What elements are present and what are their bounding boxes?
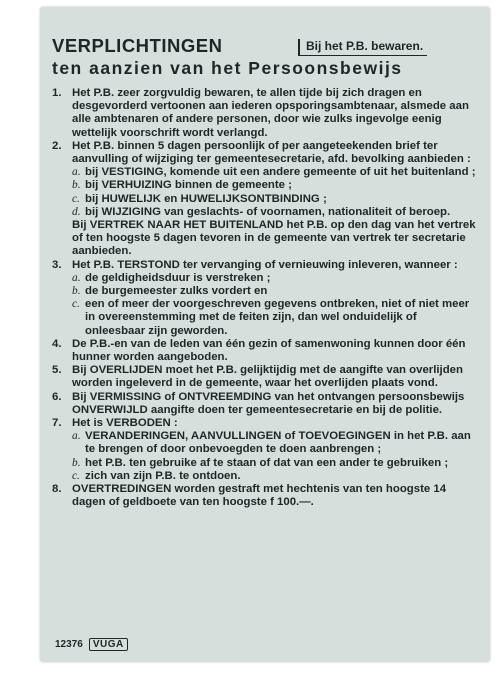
- item-number: 6.: [52, 390, 62, 403]
- sub-item-letter: d.: [72, 205, 81, 218]
- document-sheet: [40, 7, 490, 662]
- sub-item: [72, 430, 478, 456]
- sub-item-letter: b.: [72, 179, 81, 192]
- sub-item: [72, 193, 478, 206]
- item-body: [72, 140, 478, 219]
- item-number: 8.: [52, 483, 62, 496]
- vuga-logo: VUGA: [89, 638, 128, 651]
- item-text: Bij VERMISSING of ONTVREEMDING van het ontvangen persoonsbewijs ONVERWIJLD aangifte doen ter gemeentesecretarie en bij de politie.: [72, 390, 465, 416]
- list-item: [52, 140, 478, 219]
- sub-item-letter: b.: [72, 456, 81, 469]
- item-body: [72, 259, 478, 338]
- item-body: [72, 87, 478, 140]
- item-body: [72, 338, 478, 364]
- sub-item: [72, 457, 478, 470]
- item-number: 7.: [52, 417, 62, 430]
- list-item: [52, 364, 478, 390]
- item-text: OVERTREDINGEN worden gestraft met hechtenis van ten hoogste 14 dagen of geldboete van ten hoogste f 100.—.: [72, 483, 447, 509]
- item-text: Het P.B. binnen 5 dagen persoonlijk of per aangeteekenden brief ter aanvulling of wijziging ter gemeentesecretarie, afd. bevolking aanbieden :: [72, 139, 471, 166]
- document-content: [52, 35, 478, 510]
- item-text: Het P.B. TERSTOND ter vervanging of vernieuwing inleveren, wanneer :: [72, 258, 458, 271]
- sub-item-letter: c.: [72, 469, 80, 482]
- item-number: 4.: [52, 337, 62, 350]
- footer: [55, 638, 128, 651]
- list-item: [52, 391, 478, 417]
- list-item: [52, 259, 478, 338]
- sub-item-letter: a.: [72, 271, 81, 284]
- item-body: [72, 391, 478, 417]
- keep-note: Bij het P.B. bewaren.: [298, 39, 427, 56]
- sub-item: [72, 285, 478, 298]
- sub-item-text: een of meer der voorgeschreven gegevens ontbreken, niet of niet meer in overeenstemming met de feiten zijn, dan wel onduidelijk of onleesbaar zijn geworden.: [85, 298, 470, 337]
- sub-item-text: bij HUWELIJK en HUWELIJKSONTBINDING ;: [85, 192, 327, 205]
- document-title: VERPLICHTINGEN: [52, 35, 223, 56]
- sub-item: [72, 206, 478, 219]
- sub-item: [72, 179, 478, 192]
- sub-item: [72, 298, 478, 338]
- print-code: 12376: [55, 639, 83, 650]
- document-subtitle: ten aanzien van het Persoonsbewijs: [52, 58, 403, 78]
- item-body: [72, 483, 478, 509]
- item-body: [72, 417, 478, 483]
- sub-item-letter: b.: [72, 285, 81, 298]
- sub-item-text: bij WIJZIGING van geslachts- of voornamen, nationaliteit of beroep.: [85, 205, 451, 218]
- list-item: [52, 338, 478, 364]
- item-text: Het P.B. zeer zorgvuldig bewaren, te allen tijde bij zich dragen en desgevorderd vertoonen aan iederen opsporingsambtenaar, alsmede aan alle ambtenaren of andere personen, door wie zulks ingevolge eenig wettelijk voorschrift wordt verlangd.: [72, 87, 469, 139]
- sub-item-text: VERANDERINGEN, AANVULLINGEN of TOEVOEGINGEN in het P.B. aan te brengen of door onbevoegden te doen aanbrengen ;: [85, 430, 471, 456]
- sub-item: [72, 166, 478, 179]
- sub-item-letter: c.: [72, 192, 80, 205]
- list-item: [52, 417, 478, 483]
- sub-item-text: zich van zijn P.B. te ontdoen.: [85, 469, 241, 482]
- list-item: [52, 87, 478, 140]
- list-item: [52, 483, 478, 509]
- obligations-list: [52, 87, 478, 510]
- item-text: Bij OVERLIJDEN moet het P.B. gelijktijdig met de aangifte van overlijden worden ingeleverd in de gemeente, waar het overlijden plaats vond.: [72, 364, 463, 390]
- item-number: 3.: [52, 258, 62, 271]
- sub-item: [72, 272, 478, 285]
- item-number: 5.: [52, 364, 62, 377]
- item-number: 2.: [52, 139, 62, 152]
- item-note: Bij VERTREK NAAR HET BUITENLAND het P.B. op den dag van het vertrek of ten hoogste 5 dagen tevoren in de gemeente van vertrek ter secretarie aanbieden.: [72, 219, 476, 258]
- item-text: Het is VERBODEN :: [72, 417, 178, 430]
- sub-item-text: bij VERHUIZING binnen de gemeente ;: [85, 179, 292, 192]
- sub-item-text: de geldigheidsduur is verstreken ;: [85, 271, 271, 284]
- sub-item-letter: c.: [72, 298, 80, 311]
- sub-item: [72, 470, 478, 483]
- sub-item-letter: a.: [72, 166, 81, 179]
- item-body: [72, 364, 478, 390]
- sub-item-text: het P.B. ten gebruike af te staan of dat van een ander te gebruiken ;: [85, 456, 449, 469]
- item-number: 1.: [52, 87, 62, 99]
- sub-item-letter: a.: [72, 430, 81, 443]
- sub-item-text: bij VESTIGING, komende uit een andere gemeente of uit het buitenland ;: [85, 166, 476, 179]
- item-text: De P.B.-en van de leden van één gezin of samenwoning kunnen door één hunner worden aangeboden.: [72, 337, 466, 364]
- sub-item-text: de burgemeester zulks vordert en: [85, 285, 268, 298]
